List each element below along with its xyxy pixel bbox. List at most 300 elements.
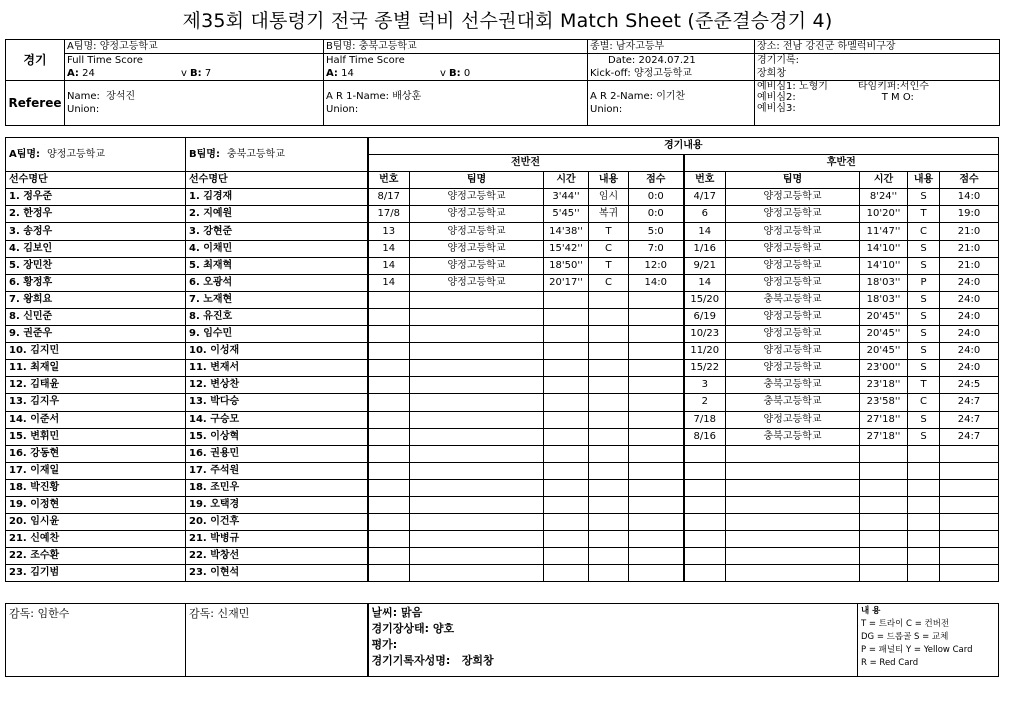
player-b: 15. 이상혁 [186, 428, 368, 445]
first-half-event-team [410, 377, 544, 394]
player-a: 14. 이준서 [6, 411, 186, 428]
first-half-event-score: 0:0 [629, 189, 684, 206]
player-a: 4. 김보인 [6, 240, 186, 257]
player-b: 18. 조민우 [186, 479, 368, 496]
first-half-event-score [629, 445, 684, 462]
player-a: 16. 강동현 [6, 445, 186, 462]
table-row [6, 206, 999, 223]
second-half-event-type [908, 462, 940, 479]
first-half-event-no: 14 [368, 257, 410, 274]
first-half-event-time: 5'45'' [544, 206, 589, 223]
second-half-event-no [684, 514, 726, 531]
second-half-event-time: 8'24'' [860, 189, 908, 206]
first-half-event-score [629, 565, 684, 582]
second-half-event-score [940, 479, 999, 496]
first-half-event-type: C [589, 240, 629, 257]
second-half-event-score: 14:0 [940, 189, 999, 206]
table-row [6, 343, 999, 360]
first-half-event-no [368, 308, 410, 325]
first-half-event-type [589, 360, 629, 377]
second-half-event-score: 24:0 [940, 291, 999, 308]
table-row [6, 531, 999, 548]
grid-team-a: A팀명: 양정고등학교 [6, 138, 186, 172]
second-half-event-score [940, 462, 999, 479]
table-row [6, 257, 999, 274]
first-half-event-type: T [589, 223, 629, 240]
second-half-event-time [860, 565, 908, 582]
second-half-event-score: 19:0 [940, 206, 999, 223]
first-half-event-type: C [589, 274, 629, 291]
player-b: 13. 박다승 [186, 394, 368, 411]
first-half-event-time [544, 462, 589, 479]
table-row [6, 514, 999, 531]
first-half-event-time [544, 428, 589, 445]
first-half-event-time [544, 514, 589, 531]
table-row [6, 428, 999, 445]
first-half-event-no [368, 343, 410, 360]
first-half-event-no [368, 531, 410, 548]
second-half-event-team: 양정고등학교 [726, 189, 860, 206]
second-half-event-no: 15/20 [684, 291, 726, 308]
first-half-event-score [629, 428, 684, 445]
first-half-event-no [368, 360, 410, 377]
first-half-event-score [629, 343, 684, 360]
first-half-event-score: 7:0 [629, 240, 684, 257]
first-half-event-team [410, 428, 544, 445]
first-half-event-team [410, 531, 544, 548]
second-half-event-team: 양정고등학교 [726, 206, 860, 223]
first-half-event-type [589, 565, 629, 582]
second-half-event-time: 10'20'' [860, 206, 908, 223]
team-b-cell: B팀명: 충북고등학교 [324, 40, 588, 54]
second-half-event-team: 양정고등학교 [726, 343, 860, 360]
second-half-event-no [684, 531, 726, 548]
second-half-event-score: 21:0 [940, 257, 999, 274]
second-half-event-time: 27'18'' [860, 411, 908, 428]
match-notes: 날씨: 맑음 경기장상태: 양호 평가: 경기기록자성명: 장희창 [368, 604, 858, 677]
first-half-event-team: 양정고등학교 [410, 274, 544, 291]
col-time: 시간 [544, 172, 589, 189]
second-half-event-no [684, 462, 726, 479]
first-half-event-score [629, 548, 684, 565]
player-b: 1. 김경재 [186, 189, 368, 206]
first-half-event-team [410, 548, 544, 565]
first-half-event-time: 15'42'' [544, 240, 589, 257]
second-half-event-team [726, 479, 860, 496]
player-a: 21. 신예찬 [6, 531, 186, 548]
first-half-event-type: 임시 [589, 189, 629, 206]
first-half-event-score [629, 394, 684, 411]
player-b: 6. 오광석 [186, 274, 368, 291]
first-half-event-type [589, 291, 629, 308]
second-half-event-time: 23'00'' [860, 360, 908, 377]
player-b: 3. 강현준 [186, 223, 368, 240]
first-half-event-time [544, 360, 589, 377]
table-row [6, 377, 999, 394]
second-half-event-time [860, 496, 908, 513]
player-b: 19. 오택경 [186, 496, 368, 513]
table-row [6, 189, 999, 206]
player-a: 10. 김지민 [6, 343, 186, 360]
reserve-cell: 예비심1: 노형기 타임키퍼:서인수 예비심2: T M O: 예비심3: [755, 81, 1000, 126]
second-half-event-score: 24:7 [940, 411, 999, 428]
first-half-event-time [544, 308, 589, 325]
second-half-event-team [726, 496, 860, 513]
first-half-event-team [410, 291, 544, 308]
first-half-event-score [629, 496, 684, 513]
first-half-event-time: 18'50'' [544, 257, 589, 274]
second-half-event-team: 양정고등학교 [726, 308, 860, 325]
second-half-event-no: 2 [684, 394, 726, 411]
player-a: 19. 이정현 [6, 496, 186, 513]
player-b: 7. 노재현 [186, 291, 368, 308]
second-half-event-time: 18'03'' [860, 291, 908, 308]
table-row [6, 308, 999, 325]
date-kickoff: Date: 2024.07.21 Kick-off: 양정고등학교 [588, 54, 755, 81]
first-half-event-score [629, 377, 684, 394]
first-half-event-team [410, 411, 544, 428]
match-detail-table [5, 137, 999, 582]
second-half-event-type: S [908, 257, 940, 274]
second-half-event-type [908, 445, 940, 462]
first-half-event-no [368, 411, 410, 428]
player-a: 20. 임시윤 [6, 514, 186, 531]
second-half-event-no: 6/19 [684, 308, 726, 325]
second-half-event-team: 양정고등학교 [726, 360, 860, 377]
second-half-event-type: S [908, 428, 940, 445]
second-half-event-type: S [908, 360, 940, 377]
second-half-event-time [860, 514, 908, 531]
player-a: 11. 최재일 [6, 360, 186, 377]
first-half-event-team [410, 496, 544, 513]
first-half-event-score [629, 479, 684, 496]
full-time-score: Full Time Score A: 24 v B: 7 [65, 54, 324, 81]
first-half-event-type [589, 394, 629, 411]
first-half-event-team: 양정고등학교 [410, 240, 544, 257]
second-half-event-score [940, 445, 999, 462]
second-half-event-type: P [908, 274, 940, 291]
first-half-event-type [589, 326, 629, 343]
half-time-score: Half Time Score A: 14 v B: 0 [324, 54, 588, 81]
second-half-event-score [940, 548, 999, 565]
first-half-event-time [544, 479, 589, 496]
second-half-event-score: 24:0 [940, 326, 999, 343]
first-half-event-team [410, 343, 544, 360]
first-half-event-team [410, 360, 544, 377]
player-a: 9. 권준우 [6, 326, 186, 343]
second-half-event-type [908, 548, 940, 565]
player-a: 23. 김기범 [6, 565, 186, 582]
player-b: 20. 이건후 [186, 514, 368, 531]
second-half-event-team: 양정고등학교 [726, 411, 860, 428]
coach-a: 감독: 임한수 [6, 604, 186, 677]
second-half-event-no: 8/16 [684, 428, 726, 445]
first-half-event-score [629, 514, 684, 531]
second-half-event-type: S [908, 189, 940, 206]
second-half-event-no [684, 565, 726, 582]
second-half-event-time [860, 445, 908, 462]
first-half-event-score [629, 326, 684, 343]
second-half-event-time: 14'10'' [860, 240, 908, 257]
first-half-event-team: 양정고등학교 [410, 189, 544, 206]
table-row [6, 479, 999, 496]
first-half-event-score [629, 411, 684, 428]
legend-box: 내 용 T = 트라이 C = 컨버전 DG = 드롭골 S = 교체 P = 패널티 Y = Yellow Card R = Red Card [858, 604, 999, 677]
second-half-event-type [908, 531, 940, 548]
first-half-event-type [589, 462, 629, 479]
second-half-event-time: 20'45'' [860, 326, 908, 343]
first-half-event-team [410, 445, 544, 462]
player-a: 1. 정우준 [6, 189, 186, 206]
first-half-event-no [368, 291, 410, 308]
second-half-event-type: T [908, 377, 940, 394]
second-half-event-team [726, 531, 860, 548]
second-half-event-score [940, 496, 999, 513]
first-half-event-no [368, 514, 410, 531]
player-a: 2. 한정우 [6, 206, 186, 223]
second-half-event-team [726, 548, 860, 565]
second-half-event-team: 양정고등학교 [726, 274, 860, 291]
player-b: 12. 변상찬 [186, 377, 368, 394]
col-time: 시간 [860, 172, 908, 189]
second-half-event-time: 18'03'' [860, 274, 908, 291]
first-half-event-team: 양정고등학교 [410, 257, 544, 274]
player-a: 12. 김태윤 [6, 377, 186, 394]
player-a: 8. 신민준 [6, 308, 186, 325]
col-type: 내용 [908, 172, 940, 189]
player-b: 21. 박병규 [186, 531, 368, 548]
second-half-event-time: 14'10'' [860, 257, 908, 274]
grid-team-b: B팀명: 충북고등학교 [186, 138, 368, 172]
second-half-event-score: 24:0 [940, 343, 999, 360]
table-row [6, 565, 999, 582]
second-half-event-no: 1/16 [684, 240, 726, 257]
first-half-event-team [410, 479, 544, 496]
table-row [6, 445, 999, 462]
second-half-event-score: 24:0 [940, 274, 999, 291]
player-b: 8. 유진호 [186, 308, 368, 325]
first-half-event-time [544, 445, 589, 462]
second-half-event-type [908, 496, 940, 513]
player-b: 11. 변재서 [186, 360, 368, 377]
division-cell: 종별: 남자고등부 [588, 40, 755, 54]
first-half-event-score: 5:0 [629, 223, 684, 240]
player-b: 2. 지예원 [186, 206, 368, 223]
second-half-event-no: 15/22 [684, 360, 726, 377]
col-score: 점수 [940, 172, 999, 189]
second-half-event-team [726, 565, 860, 582]
table-row [6, 223, 999, 240]
second-half-event-team: 충북고등학교 [726, 428, 860, 445]
player-a: 22. 조수환 [6, 548, 186, 565]
player-a: 17. 이재일 [6, 462, 186, 479]
first-half-event-no: 14 [368, 240, 410, 257]
second-half-event-no [684, 496, 726, 513]
second-half-event-team: 양정고등학교 [726, 240, 860, 257]
second-half-header: 후반전 [684, 155, 999, 172]
first-half-event-type [589, 514, 629, 531]
first-half-event-time [544, 291, 589, 308]
first-half-event-time [544, 326, 589, 343]
second-half-event-team: 충북고등학교 [726, 394, 860, 411]
first-half-event-time: 20'17'' [544, 274, 589, 291]
first-half-event-score: 0:0 [629, 206, 684, 223]
referee-label: Referee [6, 81, 65, 126]
game-label: 경기 [6, 40, 65, 81]
first-half-event-score: 14:0 [629, 274, 684, 291]
player-b: 4. 이채민 [186, 240, 368, 257]
second-half-event-no: 3 [684, 377, 726, 394]
second-half-event-type [908, 565, 940, 582]
first-half-event-team [410, 308, 544, 325]
match-content-header: 경기내용 [368, 138, 999, 155]
player-list-header-b: 선수명단 [186, 172, 368, 189]
first-half-event-team [410, 565, 544, 582]
table-row [6, 274, 999, 291]
table-row [6, 291, 999, 308]
first-half-event-no [368, 377, 410, 394]
first-half-event-type [589, 411, 629, 428]
second-half-event-no: 14 [684, 223, 726, 240]
first-half-event-time [544, 377, 589, 394]
col-no: 번호 [368, 172, 410, 189]
player-a: 6. 황정후 [6, 274, 186, 291]
second-half-event-type: S [908, 326, 940, 343]
second-half-event-no: 6 [684, 206, 726, 223]
table-row [6, 462, 999, 479]
first-half-event-type: 복귀 [589, 206, 629, 223]
col-team: 팀명 [410, 172, 544, 189]
player-a: 18. 박진황 [6, 479, 186, 496]
second-half-event-type: S [908, 343, 940, 360]
second-half-event-team: 양정고등학교 [726, 257, 860, 274]
first-half-header: 전반전 [368, 155, 684, 172]
player-b: 10. 이성재 [186, 343, 368, 360]
first-half-event-time [544, 343, 589, 360]
second-half-event-type [908, 479, 940, 496]
first-half-event-score [629, 308, 684, 325]
second-half-event-no: 11/20 [684, 343, 726, 360]
first-half-event-type: T [589, 257, 629, 274]
first-half-event-type [589, 343, 629, 360]
table-row [6, 496, 999, 513]
second-half-event-score: 24:7 [940, 394, 999, 411]
second-half-event-score: 24:0 [940, 308, 999, 325]
second-half-event-team [726, 514, 860, 531]
second-half-event-time: 11'47'' [860, 223, 908, 240]
second-half-event-time [860, 531, 908, 548]
player-b: 16. 권용민 [186, 445, 368, 462]
second-half-event-type: S [908, 411, 940, 428]
player-b: 9. 임수민 [186, 326, 368, 343]
first-half-event-score [629, 462, 684, 479]
second-half-event-score: 24:0 [940, 360, 999, 377]
first-half-event-score: 12:0 [629, 257, 684, 274]
first-half-event-no [368, 496, 410, 513]
table-row [6, 411, 999, 428]
first-half-event-score [629, 531, 684, 548]
player-b: 22. 박창선 [186, 548, 368, 565]
player-b: 14. 구승모 [186, 411, 368, 428]
player-a: 7. 왕희요 [6, 291, 186, 308]
second-half-event-time: 20'45'' [860, 308, 908, 325]
second-half-event-no: 14 [684, 274, 726, 291]
second-half-event-no: 4/17 [684, 189, 726, 206]
record-cell: 경기기록: 장희창 [755, 54, 1000, 81]
second-half-event-time [860, 479, 908, 496]
first-half-event-type [589, 548, 629, 565]
first-half-event-time [544, 531, 589, 548]
ar2-cell: A R 2-Name: 이기찬 Union: [588, 81, 755, 126]
second-half-event-type [908, 514, 940, 531]
player-b: 17. 주석원 [186, 462, 368, 479]
first-half-event-no [368, 428, 410, 445]
second-half-event-type: C [908, 223, 940, 240]
first-half-event-no [368, 394, 410, 411]
col-score: 점수 [629, 172, 684, 189]
table-row [6, 548, 999, 565]
second-half-event-team: 양정고등학교 [726, 326, 860, 343]
second-half-event-score [940, 531, 999, 548]
second-half-event-type: C [908, 394, 940, 411]
player-b: 23. 이현석 [186, 565, 368, 582]
first-half-event-time [544, 411, 589, 428]
second-half-event-time: 23'58'' [860, 394, 908, 411]
first-half-event-type [589, 428, 629, 445]
first-half-event-type [589, 496, 629, 513]
first-half-event-time [544, 496, 589, 513]
match-header-table [5, 39, 1000, 126]
first-half-event-time [544, 548, 589, 565]
second-half-event-team: 양정고등학교 [726, 223, 860, 240]
first-half-event-no [368, 565, 410, 582]
match-footer-table [5, 603, 999, 677]
second-half-event-team: 충북고등학교 [726, 377, 860, 394]
second-half-event-time [860, 462, 908, 479]
first-half-event-team: 양정고등학교 [410, 223, 544, 240]
second-half-event-time: 20'45'' [860, 343, 908, 360]
first-half-event-time [544, 565, 589, 582]
first-half-event-no [368, 445, 410, 462]
second-half-event-team: 충북고등학교 [726, 291, 860, 308]
first-half-event-no [368, 479, 410, 496]
second-half-event-no: 7/18 [684, 411, 726, 428]
col-team: 팀명 [726, 172, 860, 189]
table-row [6, 360, 999, 377]
table-row [6, 326, 999, 343]
second-half-event-no [684, 479, 726, 496]
second-half-event-type: S [908, 308, 940, 325]
first-half-event-time: 3'44'' [544, 189, 589, 206]
second-half-event-score: 24:7 [940, 428, 999, 445]
second-half-event-time: 23'18'' [860, 377, 908, 394]
first-half-event-type [589, 377, 629, 394]
first-half-event-score [629, 291, 684, 308]
player-a: 13. 김지우 [6, 394, 186, 411]
first-half-event-score [629, 360, 684, 377]
page-title: 제35회 대통령기 전국 종별 럭비 선수권대회 Match Sheet (준준결승경기 4) [182, 10, 833, 32]
first-half-event-no: 14 [368, 274, 410, 291]
first-half-event-team [410, 394, 544, 411]
col-no: 번호 [684, 172, 726, 189]
second-half-event-no: 10/23 [684, 326, 726, 343]
team-a-cell: A팀명: 양정고등학교 [65, 40, 324, 54]
first-half-event-no: 13 [368, 223, 410, 240]
player-a: 5. 장민찬 [6, 257, 186, 274]
second-half-event-no [684, 548, 726, 565]
table-row [6, 240, 999, 257]
coach-b: 감독: 신재민 [186, 604, 368, 677]
